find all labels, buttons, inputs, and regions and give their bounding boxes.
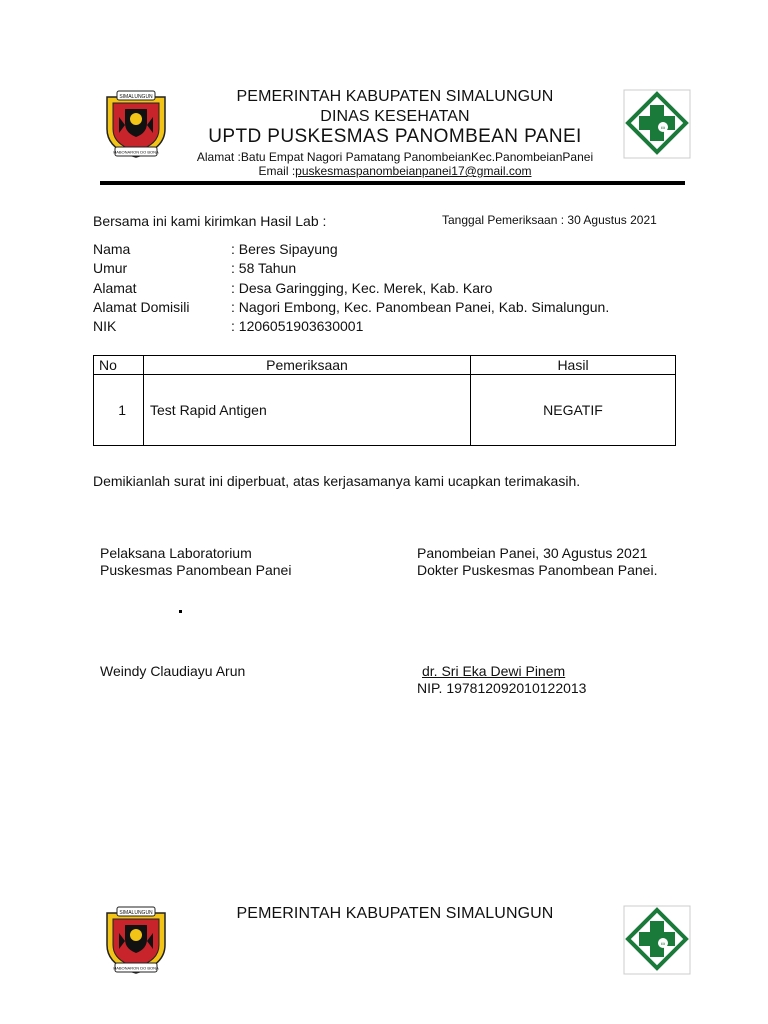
- exam-date: Tanggal Pemeriksaan : 30 Agustus 2021: [442, 213, 657, 227]
- closing-text: Demikianlah surat ini diperbuat, atas kerjasamanya kami ucapkan terimakasih.: [93, 473, 581, 489]
- right-signatory-nip: NIP. 197812092010122013: [417, 680, 587, 696]
- field-label-name: Nama: [93, 241, 131, 257]
- table-cell-no: 1: [94, 375, 144, 446]
- dot-mark: [179, 610, 182, 613]
- logo-top-text-footer: SIMALUNGUN: [119, 910, 153, 916]
- header-email-line: [150, 164, 640, 178]
- right-signatory-title: Dokter Puskesmas Panombean Panei.: [417, 562, 658, 578]
- header-government: PEMERINTAH KABUPATEN SIMALUNGUN: [236, 88, 554, 105]
- table-row: [94, 375, 676, 446]
- field-value-nik: : 1206051903630001: [231, 318, 364, 334]
- field-label-domicile: Alamat Domisili: [93, 299, 190, 315]
- svg-text:∞: ∞: [660, 941, 666, 948]
- header-institution: UPTD PUSKESMAS PANOMBEAN PANEI: [208, 126, 582, 147]
- table-cell-result: NEGATIF: [471, 375, 676, 446]
- table-cell-exam: Test Rapid Antigen: [144, 375, 471, 446]
- header-department: DINAS KESEHATAN: [320, 108, 470, 125]
- table-header-row: [94, 356, 676, 375]
- field-label-address: Alamat: [93, 280, 137, 296]
- field-value-domicile: : Nagori Embong, Kec. Panombean Panei, Kab. Simalungun.: [231, 299, 610, 315]
- left-signatory-institution: Puskesmas Panombean Panei: [100, 562, 292, 578]
- right-signatory-name: dr. Sri Eka Dewi Pinem: [422, 663, 566, 679]
- header-divider: [100, 181, 685, 185]
- table-header-no: No: [94, 356, 144, 375]
- left-signatory-title: Pelaksana Laboratorium: [100, 545, 252, 561]
- left-signatory-name: Weindy Claudiayu Arun: [100, 663, 246, 679]
- right-signatory-date: Panombeian Panei, 30 Agustus 2021: [417, 545, 648, 561]
- field-value-age: : 58 Tahun: [231, 260, 297, 276]
- svg-text:∞: ∞: [660, 125, 666, 132]
- table-header-exam: Pemeriksaan: [144, 356, 471, 375]
- lab-results-table: [93, 355, 676, 446]
- header-address: Alamat :Batu Empat Nagori Pamatang PanombeianKec.PanombeianPanei: [196, 150, 594, 164]
- logo-bottom-text-footer: HABONARON DO BONA: [113, 965, 159, 971]
- table-header-result: Hasil: [471, 356, 676, 375]
- field-label-age: Umur: [93, 260, 128, 276]
- field-value-address: : Desa Garingging, Kec. Merek, Kab. Karo: [231, 280, 493, 296]
- logo-bottom-text: HABONARON DO BONA: [113, 149, 159, 155]
- email-label: Email :: [258, 164, 296, 178]
- field-value-name: : Beres Sipayung: [231, 241, 338, 257]
- footer-government: PEMERINTAH KABUPATEN SIMALUNGUN: [236, 905, 554, 922]
- email-link[interactable]: puskesmaspanombeianpanei17@gmail.com: [295, 164, 532, 178]
- intro-text: Bersama ini kami kirimkan Hasil Lab :: [93, 213, 327, 229]
- field-label-nik: NIK: [93, 318, 117, 334]
- logo-top-text: SIMALUNGUN: [119, 94, 153, 100]
